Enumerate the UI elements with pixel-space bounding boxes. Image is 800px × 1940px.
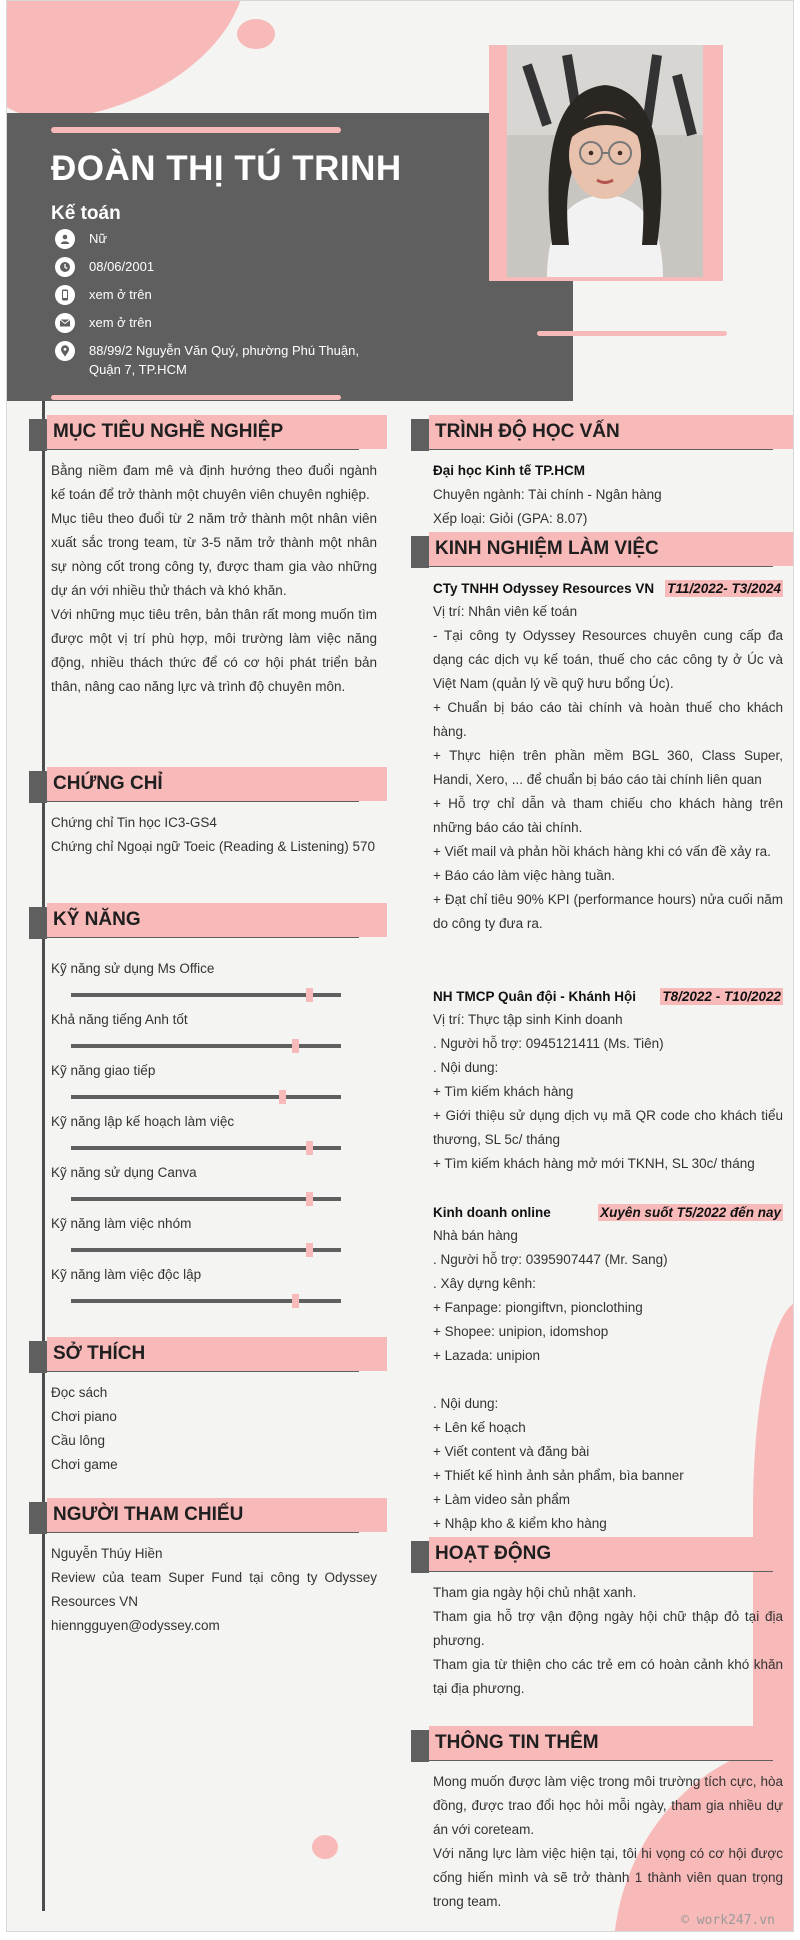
skill-level-marker bbox=[292, 1039, 299, 1053]
section-heading-skills bbox=[29, 903, 387, 939]
section-title: CHỨNG CHỈ bbox=[53, 773, 163, 794]
activities-list bbox=[433, 1581, 783, 1701]
section-title: KINH NGHIỆM LÀM VIỆC bbox=[435, 538, 659, 559]
skill-level-marker bbox=[279, 1090, 286, 1104]
decor-dot bbox=[312, 1835, 338, 1859]
job-date: T11/2022- T3/2024 bbox=[667, 580, 781, 596]
section-title: MỤC TIÊU NGHỀ NGHIỆP bbox=[53, 421, 284, 442]
section-title: TRÌNH ĐỘ HỌC VẤN bbox=[435, 421, 620, 442]
person-icon bbox=[55, 229, 75, 249]
list-item: Chứng chỉ Ngoại ngữ Toeic (Reading & Listening) 570 bbox=[51, 839, 376, 854]
contact-email bbox=[55, 313, 385, 333]
list-item: Chứng chỉ Tin học IC3-GS4 bbox=[51, 815, 217, 830]
section-heading-hobbies bbox=[29, 1337, 387, 1373]
list-item: Tham gia ngày hội chủ nhật xanh. bbox=[433, 1585, 637, 1600]
skill-label: Kỹ năng lập kế hoạch làm việc bbox=[51, 1114, 235, 1129]
job-header bbox=[433, 984, 783, 1008]
contact-text: xem ở trên bbox=[89, 315, 152, 330]
reference-email: hienngguyen@odyssey.com bbox=[51, 1618, 220, 1633]
job-header bbox=[433, 576, 783, 600]
phone-icon bbox=[55, 285, 75, 305]
skill-level-marker bbox=[306, 1243, 313, 1257]
job-line: . Nội dung: bbox=[433, 1060, 499, 1075]
contact-phone bbox=[55, 285, 385, 305]
job-line: + Giới thiệu sử dụng dịch vụ mã QR code cho khách tiểu thương, SL 5c/ tháng bbox=[433, 1108, 783, 1147]
section-title: KỸ NĂNG bbox=[53, 909, 141, 930]
skill-bar bbox=[71, 1146, 341, 1150]
grade: Xếp loại: Giỏi (GPA: 8.07) bbox=[433, 511, 588, 526]
job-line: + Hỗ trợ chỉ dẫn và tham chiếu cho khách hàng trên những báo cáo tài chính. bbox=[433, 796, 783, 835]
skill-label: Kỹ năng giao tiếp bbox=[51, 1063, 156, 1078]
section-heading-experience bbox=[411, 532, 794, 568]
section-title: HOẠT ĐỘNG bbox=[435, 1543, 552, 1564]
job-line: + Lên kế hoạch bbox=[433, 1420, 526, 1435]
objective-text bbox=[51, 459, 377, 699]
job-details bbox=[433, 600, 783, 936]
more-info-paragraph: Mong muốn được làm việc trong môi trường tích cực, hòa đồng, được trao đổi học hỏi mỗi ngày, tham gia nhiều dự án với coreteam. bbox=[433, 1774, 783, 1837]
list-item: Chơi game bbox=[51, 1457, 118, 1472]
reference-block bbox=[51, 1542, 377, 1638]
contact-text: Nữ bbox=[89, 231, 108, 246]
school-name: Đại học Kinh tế TP.HCM bbox=[433, 463, 586, 478]
mail-icon bbox=[55, 313, 75, 333]
section-title: SỞ THÍCH bbox=[53, 1343, 146, 1364]
section-heading-certificates bbox=[29, 767, 387, 803]
reference-role: Review của team Super Fund tại công ty Odyssey Resources VN bbox=[51, 1570, 377, 1609]
decor-line bbox=[51, 395, 341, 400]
job-line: + Lazada: unipion bbox=[433, 1348, 540, 1363]
job-details bbox=[433, 1224, 783, 1536]
objective-paragraph: Mục tiêu theo đuổi từ 2 năm trở thành một nhân viên xuất sắc trong team, từ 3-5 năm trở thành một nhân sự nòng cốt trong công ty, được tham gia vào những dự án với nhiều thử thách và khó khăn. bbox=[51, 511, 377, 598]
skill-bar bbox=[71, 1248, 341, 1252]
job-line: Nhà bán hàng bbox=[433, 1228, 518, 1243]
section-heading-education bbox=[411, 415, 794, 451]
job-line: . Người hỗ trợ: 0945121411 (Ms. Tiên) bbox=[433, 1036, 664, 1051]
job-line: + Tìm kiếm khách hàng mở mới TKNH, SL 30c/ tháng bbox=[433, 1156, 755, 1171]
location-icon bbox=[55, 341, 75, 361]
skill-bar bbox=[71, 1095, 341, 1099]
job-line: + Nhập kho & kiểm kho hàng bbox=[433, 1516, 607, 1531]
section-heading-activities bbox=[411, 1537, 794, 1573]
job-line: + Làm video sản phẩm bbox=[433, 1492, 570, 1507]
job-line: - Tại công ty Odyssey Resources chuyên cung cấp đa dạng các dịch vụ kế toán, thuế cho các công ty ở Úc và Việt Nam (quản lý về quỹ hưu bổng Úc). bbox=[433, 628, 783, 691]
job-date: T8/2022 - T10/2022 bbox=[662, 988, 781, 1004]
job-line: + Thực hiện trên phần mềm BGL 360, Class Super, Handi, Xero, ... để chuẩn bị báo cáo tài chính liên quan bbox=[433, 748, 783, 787]
job-line: Vị trí: Thực tập sinh Kinh doanh bbox=[433, 1012, 623, 1027]
job-line: + Shopee: unipion, idomshop bbox=[433, 1324, 609, 1339]
major: Chuyên ngành: Tài chính - Ngân hàng bbox=[433, 487, 662, 502]
cv-page bbox=[6, 0, 794, 1932]
spacer bbox=[433, 1368, 783, 1392]
contact-text: xem ở trên bbox=[89, 287, 152, 302]
decor-dot bbox=[237, 19, 275, 49]
contact-gender bbox=[55, 229, 385, 249]
job-line: + Chuẩn bị báo cáo tài chính và hoàn thuế cho khách hàng. bbox=[433, 700, 783, 739]
more-info-paragraph: Với năng lực làm việc hiện tại, tôi hi vọng có cơ hội được cống hiến mình và sẽ trở thành 1 thành viên quan trọng trong team. bbox=[433, 1846, 783, 1909]
skill-bar bbox=[71, 1197, 341, 1201]
skill-level-marker bbox=[292, 1294, 299, 1308]
company-name: NH TMCP Quân đội - Khánh Hội bbox=[433, 988, 636, 1004]
education-block bbox=[433, 459, 783, 531]
job-line: + Viết content và đăng bài bbox=[433, 1444, 590, 1459]
job-line: + Tìm kiếm khách hàng bbox=[433, 1084, 574, 1099]
contact-text: 08/06/2001 bbox=[89, 259, 155, 274]
contact-text: 88/99/2 Nguyễn Văn Quý, phường Phú Thuận, Quận 7, TP.HCM bbox=[89, 343, 359, 377]
list-item: Chơi piano bbox=[51, 1409, 117, 1424]
section-heading-references bbox=[29, 1498, 387, 1534]
company-name: CTy TNHH Odyssey Resources VN bbox=[433, 580, 655, 596]
decor-blob bbox=[6, 0, 265, 130]
job-line: . Nội dung: bbox=[433, 1396, 499, 1411]
reference-name: Nguyễn Thúy Hiền bbox=[51, 1546, 163, 1561]
skill-level-marker bbox=[306, 1141, 313, 1155]
skill-bar bbox=[71, 1044, 341, 1048]
contact-birthday bbox=[55, 257, 385, 277]
company-name: Kinh doanh online bbox=[433, 1204, 551, 1220]
timeline-line bbox=[42, 401, 45, 1911]
job-line: + Fanpage: piongiftvn, pionclothing bbox=[433, 1300, 643, 1315]
clock-icon bbox=[55, 257, 75, 277]
profile-photo bbox=[507, 45, 703, 277]
skill-label: Kỹ năng sử dụng Canva bbox=[51, 1165, 197, 1180]
job-line: + Thiết kế hình ảnh sản phẩm, bìa banner bbox=[433, 1468, 684, 1483]
more-info-text bbox=[433, 1770, 783, 1914]
job-line: . Xây dựng kênh: bbox=[433, 1276, 536, 1291]
contact-address bbox=[55, 341, 385, 379]
watermark: © work247.vn bbox=[681, 1913, 775, 1928]
objective-paragraph: Bằng niềm đam mê và định hướng theo đuổi ngành kế toán để trở thành một chuyên viên chuyên nghiệp. bbox=[51, 463, 377, 502]
skill-label: Khả năng tiếng Anh tốt bbox=[51, 1012, 188, 1027]
section-title: THÔNG TIN THÊM bbox=[435, 1732, 599, 1753]
job-details bbox=[433, 1008, 783, 1176]
job-line: + Viết mail và phản hồi khách hàng khi có vấn đề xảy ra. bbox=[433, 844, 771, 859]
hobbies-list bbox=[51, 1381, 377, 1477]
job-line: + Đạt chỉ tiêu 90% KPI (performance hours) nửa cuối năm do công ty đưa ra. bbox=[433, 892, 783, 931]
list-item: Tham gia từ thiện cho các trẻ em có hoàn cảnh khó khăn tại địa phương. bbox=[433, 1657, 783, 1696]
job-line: + Báo cáo làm việc hàng tuần. bbox=[433, 868, 615, 883]
job-title: Kế toán bbox=[51, 203, 121, 224]
list-item: Cầu lông bbox=[51, 1433, 106, 1448]
skill-level-marker bbox=[306, 1192, 313, 1206]
skill-level-marker bbox=[306, 988, 313, 1002]
skill-label: Kỹ năng làm việc nhóm bbox=[51, 1216, 192, 1231]
list-item: Tham gia hỗ trợ vận động ngày hội chữ thập đỏ tại địa phương. bbox=[433, 1609, 783, 1648]
section-title: NGƯỜI THAM CHIẾU bbox=[53, 1504, 244, 1525]
section-heading-more-info bbox=[411, 1726, 794, 1762]
section-heading-objective bbox=[29, 415, 387, 451]
skill-label: Kỹ năng làm việc độc lập bbox=[51, 1267, 202, 1282]
objective-paragraph: Với những mục tiêu trên, bản thân rất mong muốn tìm được một vị trí phù hợp, môi trường làm việc năng động, nhiều thách thức để có cơ hội phát triển bản thân, nâng cao năng lực và trình độ chuyên môn. bbox=[51, 607, 377, 694]
skill-bar bbox=[71, 993, 341, 997]
candidate-name: ĐOÀN THỊ TÚ TRINH bbox=[51, 149, 402, 188]
job-date: Xuyên suốt T5/2022 đến nay bbox=[600, 1204, 781, 1220]
list-item: Đọc sách bbox=[51, 1385, 108, 1400]
skill-label: Kỹ năng sử dụng Ms Office bbox=[51, 961, 215, 976]
skill-bar bbox=[71, 1299, 341, 1303]
certificates-list bbox=[51, 811, 377, 859]
decor-line bbox=[537, 331, 727, 336]
job-line: Vị trí: Nhân viên kế toán bbox=[433, 604, 578, 619]
job-header bbox=[433, 1200, 783, 1224]
job-line: . Người hỗ trợ: 0395907447 (Mr. Sang) bbox=[433, 1252, 668, 1267]
contact-list bbox=[55, 229, 385, 387]
decor-line bbox=[51, 127, 341, 133]
